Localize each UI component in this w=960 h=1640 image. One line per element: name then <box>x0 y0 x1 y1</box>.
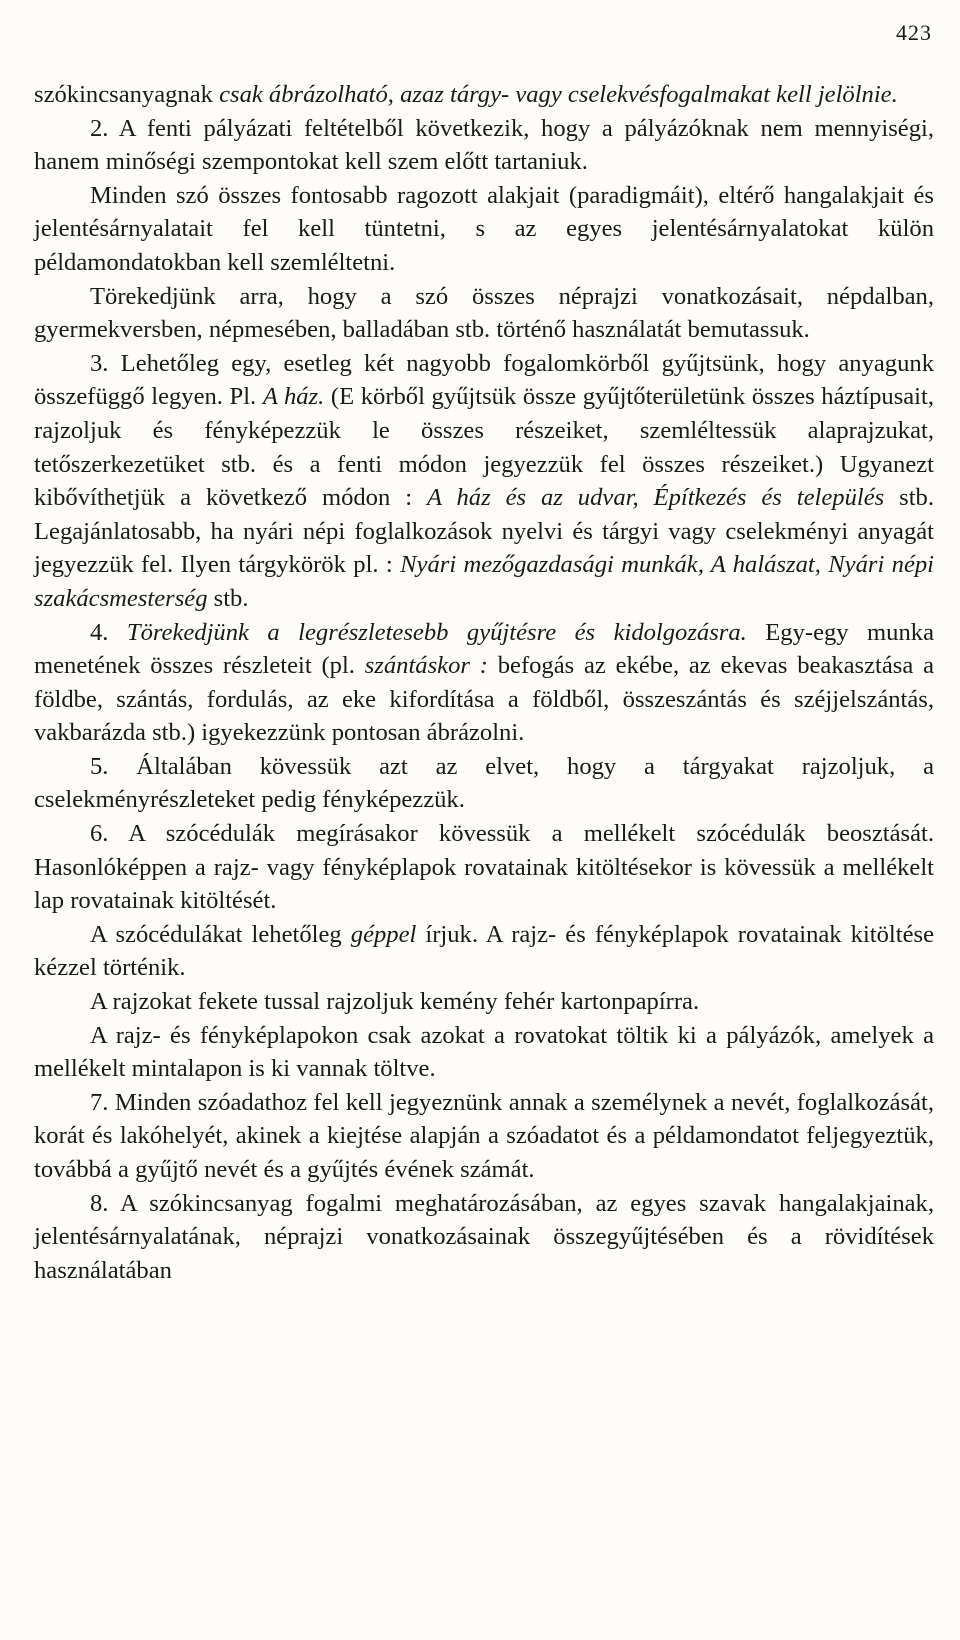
paragraph-item-2: 2. A fenti pályázati feltételből következik, hogy a pályázóknak nem mennyiségi, hanem minőségi szempontokat kell szem előtt tartaniuk. <box>34 114 934 176</box>
text-run: 4. <box>90 618 127 646</box>
text-run: stb. Legajánlatosabb, ha nyári népi foglalkozások nyelvi és tárgyi vagy cselekményi anyagát jegyezzük fel. Ilyen tárgykörök pl. : <box>34 484 934 579</box>
italic-text: Nyári mezőgazdasági munkák, A halászat, Nyári népi szakácsmesterség <box>34 551 934 612</box>
paragraph: Törekedjünk arra, hogy a szó összes néprajzi vonatkozásait, népdalban, gyermekversben, népmesében, balladában stb. történő használatát bemutassuk. <box>34 282 934 344</box>
body-text <box>34 78 934 1287</box>
text-run: írjuk. A rajz- és fényképlapok rovatainak kitöltése kézzel történik. <box>34 920 934 982</box>
paragraph <box>34 78 934 112</box>
paragraph <box>34 918 934 985</box>
paragraph: A rajz- és fényképlapokon csak azokat a rovatokat töltik ki a pályázók, amelyek a mellékelt mintalapon is ki vannak töltve. <box>34 1021 934 1083</box>
page-number: 423 <box>896 20 932 45</box>
text-run: szókincsanyagnak <box>34 81 220 108</box>
italic-text: A ház és az udvar, Építkezés és település <box>426 484 885 512</box>
text-run: (E körből gyűjtsük össze gyűjtőterületünk összes háztípusait, rajzoljuk és fényképezzük le összes részeiket, szemléltessük alaprajzukat, tetőszerkezetüket stb. és a fenti módon jegyezzük fel összes részeiket.) Ugyanezt kibővíthetjük a következő módon : <box>34 383 935 512</box>
text-run: 3. Lehetőleg egy, esetleg két nagyobb fogalomkörből gyűjtsünk, hogy anyagunk összefüggő legyen. Pl. <box>34 349 934 411</box>
text-run: stb. <box>207 584 249 612</box>
italic-text: szántáskor : <box>364 652 488 680</box>
text-run: A szócédulákat lehetőleg <box>90 920 351 948</box>
text-run: Egy-egy munka menetének összes részleteit (pl. <box>34 618 934 680</box>
paragraph-item-8: 8. A szókincsanyag fogalmi meghatározásában, az egyes szavak hangalakjainak, jelentésárnyalatának, néprajzi vonatkozásainak összegyűjtésében és a rövidítések használatában <box>34 1189 934 1284</box>
paragraph: Minden szó összes fontosabb ragozott alakjait (paradigmáit), eltérő hangalakjait és jelentésárnyalatait fel kell tüntetni, s az egyes jelentésárnyalatokat külön példamondatokban kell szemléltetni. <box>34 181 934 276</box>
italic-text: csak ábrázolható, azaz tárgy- vagy cselekvésfogalmakat kell jelölnie. <box>219 81 898 108</box>
paragraph-item-4 <box>34 616 934 750</box>
italic-text: géppel <box>350 920 417 948</box>
text-run: befogás az ekébe, az ekevas beakasztása a földbe, szántás, fordulás, az eke kifordítása a földből, összeszántás és széjjelszántás, vakbarázda stb.) igyekezzünk pontosan ábrázolni. <box>34 652 934 747</box>
italic-text: A ház. <box>262 383 325 411</box>
paragraph-item-5: 5. Általában kövessük azt az elvet, hogy a tárgyakat rajzoljuk, a cselekményrészleteket pedig fényképezzük. <box>34 752 934 814</box>
paragraph: A rajzokat fekete tussal rajzoljuk kemény fehér kartonpapírra. <box>90 988 700 1016</box>
paragraph-item-7: 7. Minden szóadathoz fel kell jegyeznünk annak a személynek a nevét, foglalkozását, korát és lakóhelyét, akinek a kiejtése alapján a szóadatot és a példamondatot feljegyeztük, továbbá a gyűjtő nevét és a gyűjtés évének számát. <box>34 1088 934 1183</box>
paragraph-item-3 <box>34 347 934 616</box>
paragraph-item-6: 6. A szócédulák megírásakor kövessük a mellékelt szócédulák beosztását. Hasonlóképpen a rajz- vagy fényképlapok rovatainak kitöltésekor is kövessük a mellékelt lap rovatainak kitöltését. <box>34 820 934 915</box>
italic-text: Törekedjünk a legrészletesebb gyűjtésre és kidolgozásra. <box>126 618 747 646</box>
